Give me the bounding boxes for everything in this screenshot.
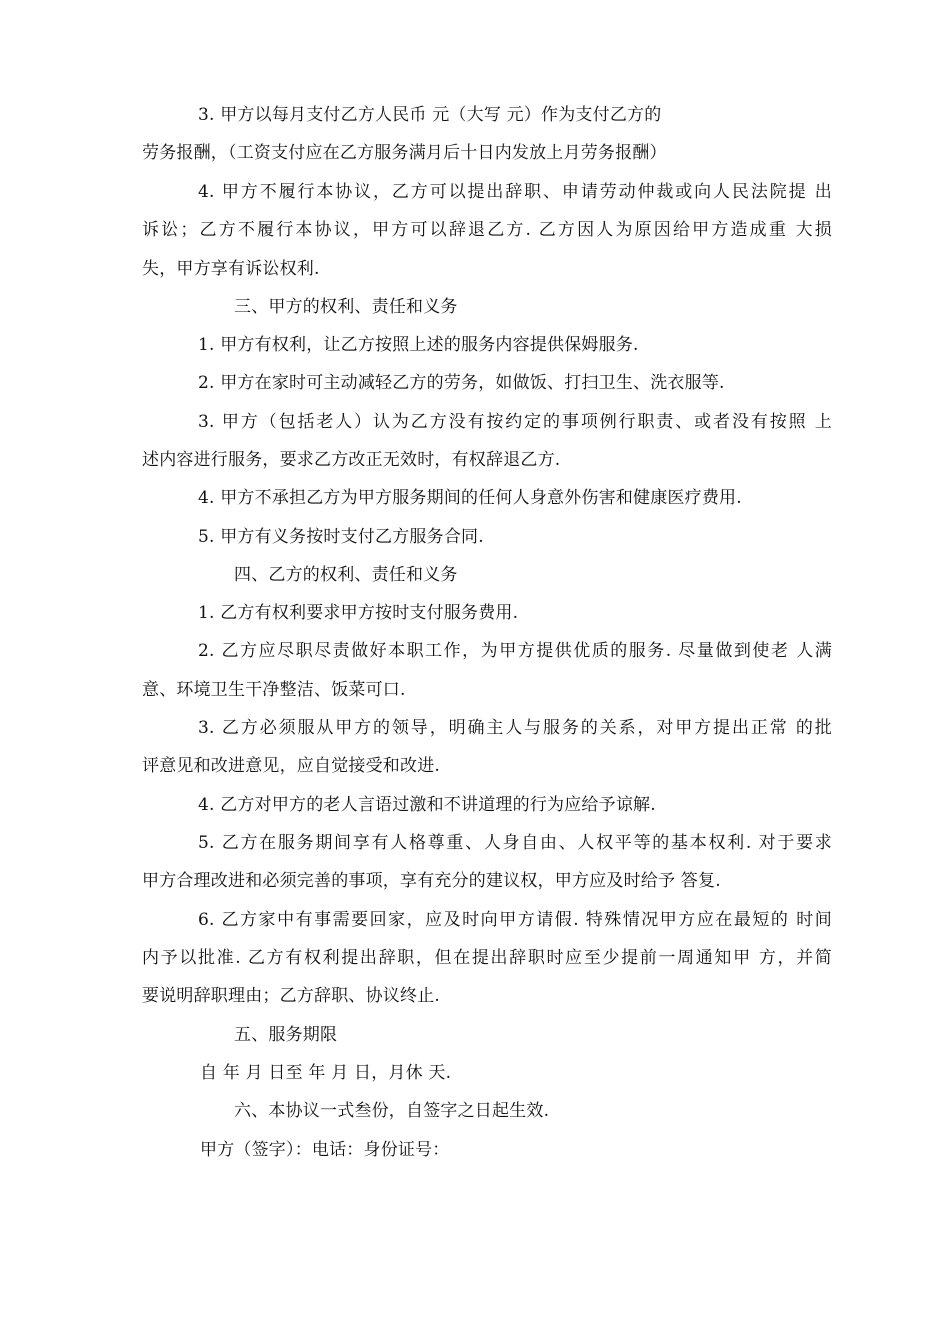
section-6-heading: 六、本协议一式叁份，自签字之日起生效. xyxy=(234,1101,550,1121)
clause-2-3-line-1: 3. 甲方以每月支付乙方人民币 元（大写 元）作为支付乙方的 xyxy=(198,105,662,125)
service-period-line: 自 年 月 日至 年 月 日，月休 天. xyxy=(200,1063,452,1083)
clause-4-1: 1. 乙方有权利要求甲方按时支付服务费用. xyxy=(198,603,519,623)
party-a-signature-line: 甲方（签字）：电话：身份证号： xyxy=(200,1140,450,1160)
clause-4-6-line-1: 6. 乙方家中有事需要回家，应及时向甲方请假. 特殊情况甲方应在最短的 时间 xyxy=(198,910,832,930)
clause-4-3-line-2: 评意见和改进意见，应自觉接受和改进. xyxy=(142,756,441,776)
clause-4-6-line-3: 要说明辞职理由；乙方辞职、协议终止. xyxy=(142,986,441,1006)
clause-3-3-line-1: 3. 甲方（包括老人）认为乙方没有按约定的事项例行职责、或者没有按照 上 xyxy=(198,412,832,432)
section-3-heading: 三、甲方的权利、责任和义务 xyxy=(234,297,458,317)
section-5-heading: 五、服务期限 xyxy=(234,1025,338,1045)
clause-3-1: 1. 甲方有权利，让乙方按照上述的服务内容提供保姆服务. xyxy=(198,335,639,355)
clause-4-5-line-2: 甲方合理改进和必须完善的事项，享有充分的建议权，甲方应及时给予 答复. xyxy=(142,871,721,891)
clause-4-2-line-2: 意、环境卫生干净整洁、饭菜可口. xyxy=(142,680,406,700)
clause-4-6-line-2: 内予以批准. 乙方有权利提出辞职，但在提出辞职时应至少提前一周通知甲 方，并简 xyxy=(142,948,832,968)
clause-4-2-line-1: 2. 乙方应尽职尽责做好本职工作，为甲方提供优质的服务. 尽量做到使老 人满 xyxy=(198,641,832,661)
clause-3-4: 4. 甲方不承担乙方为甲方服务期间的任何人身意外伤害和健康医疗费用. xyxy=(198,488,742,508)
clause-4-3-line-1: 3. 乙方必须服从甲方的领导，明确主人与服务的关系，对甲方提出正常 的批 xyxy=(198,718,832,738)
clause-2-4-line-2: 诉讼；乙方不履行本协议，甲方可以辞退乙方. 乙方因人为原因给甲方造成重 大损 xyxy=(142,220,832,240)
clause-3-5: 5. 甲方有义务按时支付乙方服务合同. xyxy=(198,527,484,547)
clause-3-3-line-2: 述内容进行服务，要求乙方改正无效时，有权辞退乙方. xyxy=(142,450,561,470)
clause-2-4-line-1: 4. 甲方不履行本协议，乙方可以提出辞职、申请劳动仲裁或向人民法院提 出 xyxy=(198,182,832,202)
clause-4-4: 4. 乙方对甲方的老人言语过激和不讲道理的行为应给予谅解. xyxy=(198,795,656,815)
clause-4-5-line-1: 5. 乙方在服务期间享有人格尊重、人身自由、人权平等的基本权利. 对于要求 xyxy=(198,833,832,853)
clause-2-4-line-3: 失，甲方享有诉讼权利. xyxy=(142,259,320,279)
clause-3-2: 2. 甲方在家时可主动减轻乙方的劳务，如做饭、打扫卫生、洗衣服等. xyxy=(198,373,725,393)
section-4-heading: 四、乙方的权利、责任和义务 xyxy=(234,565,458,585)
clause-2-3-line-2: 劳务报酬，（工资支付应在乙方服务满月后十日内发放上月劳务报酬） xyxy=(142,143,667,163)
